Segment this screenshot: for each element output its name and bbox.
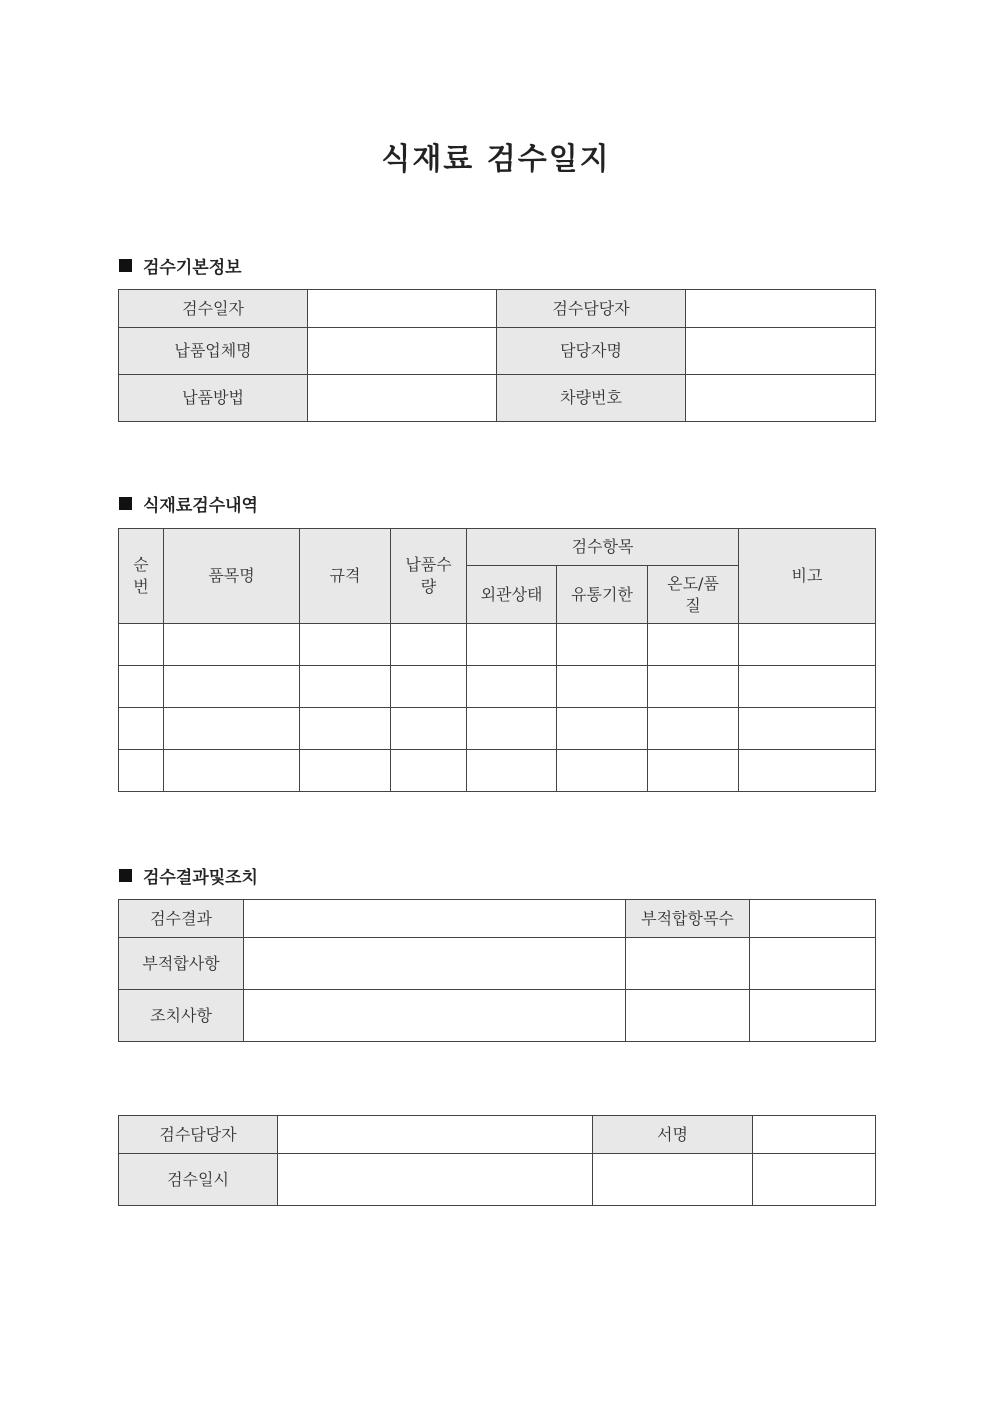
field-delivery-method[interactable] <box>308 375 497 422</box>
label-inspection-result: 검수결과 <box>119 900 244 938</box>
square-bullet-icon <box>119 497 132 510</box>
cell-item-name[interactable] <box>164 624 300 666</box>
label-vehicle-number: 차량번호 <box>497 375 686 422</box>
cell-remarks[interactable] <box>739 750 876 792</box>
field-inspection-date[interactable] <box>308 290 497 328</box>
cell-item-name[interactable] <box>164 750 300 792</box>
field-inspection-datetime[interactable] <box>278 1154 593 1206</box>
header-inspection-items: 검수항목 <box>467 529 739 566</box>
label-contact-person: 담당자명 <box>497 328 686 375</box>
field-actions-taken[interactable] <box>244 990 626 1042</box>
cell-appearance[interactable] <box>467 708 557 750</box>
field-inspection-result[interactable] <box>244 900 626 938</box>
cell-temp-quality[interactable] <box>648 666 739 708</box>
inspection-details-table <box>118 528 876 792</box>
field-signature[interactable] <box>753 1116 876 1154</box>
field-contact-person[interactable] <box>686 328 876 375</box>
header-seq: 순 번 <box>119 529 164 624</box>
cell-quantity[interactable] <box>391 666 467 708</box>
label-nonconforming-count: 부적합항목수 <box>626 900 750 938</box>
field-actions-extra-2[interactable] <box>750 990 876 1042</box>
field-supplier[interactable] <box>308 328 497 375</box>
cell-remarks[interactable] <box>739 708 876 750</box>
section-heading-basic-info <box>119 253 242 278</box>
label-nonconforming-details: 부적합사항 <box>119 938 244 990</box>
cell-expiry[interactable] <box>557 624 648 666</box>
cell-seq[interactable] <box>119 666 164 708</box>
field-vehicle-number[interactable] <box>686 375 876 422</box>
label-delivery-method: 납품방법 <box>119 375 308 422</box>
cell-spec[interactable] <box>300 666 391 708</box>
cell-remarks[interactable] <box>739 666 876 708</box>
cell-appearance[interactable] <box>467 624 557 666</box>
label-sign-inspector: 검수담당자 <box>119 1116 278 1154</box>
field-nonconforming-count[interactable] <box>750 900 876 938</box>
square-bullet-icon <box>119 259 132 272</box>
page-title: 식재료 검수일지 <box>381 142 611 177</box>
cell-seq[interactable] <box>119 708 164 750</box>
header-appearance: 외관상태 <box>467 566 557 624</box>
field-nonconforming-extra-2[interactable] <box>750 938 876 990</box>
section-heading-inspection-details <box>119 491 258 516</box>
signature-table <box>118 1115 876 1206</box>
table-row <box>119 666 876 708</box>
label-signature: 서명 <box>593 1116 753 1154</box>
field-datetime-extra-1[interactable] <box>593 1154 753 1206</box>
header-quantity: 납품수 량 <box>391 529 467 624</box>
label-inspection-datetime: 검수일시 <box>119 1154 278 1206</box>
field-datetime-extra-2[interactable] <box>753 1154 876 1206</box>
label-actions-taken: 조치사항 <box>119 990 244 1042</box>
cell-expiry[interactable] <box>557 666 648 708</box>
cell-quantity[interactable] <box>391 750 467 792</box>
field-nonconforming-extra-1[interactable] <box>626 938 750 990</box>
cell-seq[interactable] <box>119 624 164 666</box>
cell-appearance[interactable] <box>467 666 557 708</box>
result-action-table <box>118 899 876 1042</box>
header-item-name: 품목명 <box>164 529 300 624</box>
cell-item-name[interactable] <box>164 708 300 750</box>
header-expiry: 유통기한 <box>557 566 648 624</box>
section-title: 검수결과및조치 <box>143 868 258 888</box>
label-supplier: 납품업체명 <box>119 328 308 375</box>
table-row <box>119 624 876 666</box>
cell-expiry[interactable] <box>557 750 648 792</box>
field-actions-extra-1[interactable] <box>626 990 750 1042</box>
cell-spec[interactable] <box>300 750 391 792</box>
label-inspector: 검수담당자 <box>497 290 686 328</box>
square-bullet-icon <box>119 869 132 882</box>
cell-item-name[interactable] <box>164 666 300 708</box>
cell-quantity[interactable] <box>391 624 467 666</box>
cell-appearance[interactable] <box>467 750 557 792</box>
cell-seq[interactable] <box>119 750 164 792</box>
basic-info-table <box>118 289 876 422</box>
label-inspection-date: 검수일자 <box>119 290 308 328</box>
section-heading-result-action <box>119 863 258 888</box>
cell-spec[interactable] <box>300 624 391 666</box>
section-title: 식재료검수내역 <box>143 496 258 516</box>
cell-remarks[interactable] <box>739 624 876 666</box>
header-temp-quality: 온도/품 질 <box>648 566 739 624</box>
field-sign-inspector[interactable] <box>278 1116 593 1154</box>
field-nonconforming-details[interactable] <box>244 938 626 990</box>
header-spec: 규격 <box>300 529 391 624</box>
section-title: 검수기본정보 <box>143 258 242 278</box>
cell-spec[interactable] <box>300 708 391 750</box>
cell-temp-quality[interactable] <box>648 750 739 792</box>
cell-temp-quality[interactable] <box>648 624 739 666</box>
table-row <box>119 750 876 792</box>
cell-expiry[interactable] <box>557 708 648 750</box>
header-remarks: 비고 <box>739 529 876 624</box>
table-row <box>119 708 876 750</box>
field-inspector[interactable] <box>686 290 876 328</box>
cell-temp-quality[interactable] <box>648 708 739 750</box>
cell-quantity[interactable] <box>391 708 467 750</box>
